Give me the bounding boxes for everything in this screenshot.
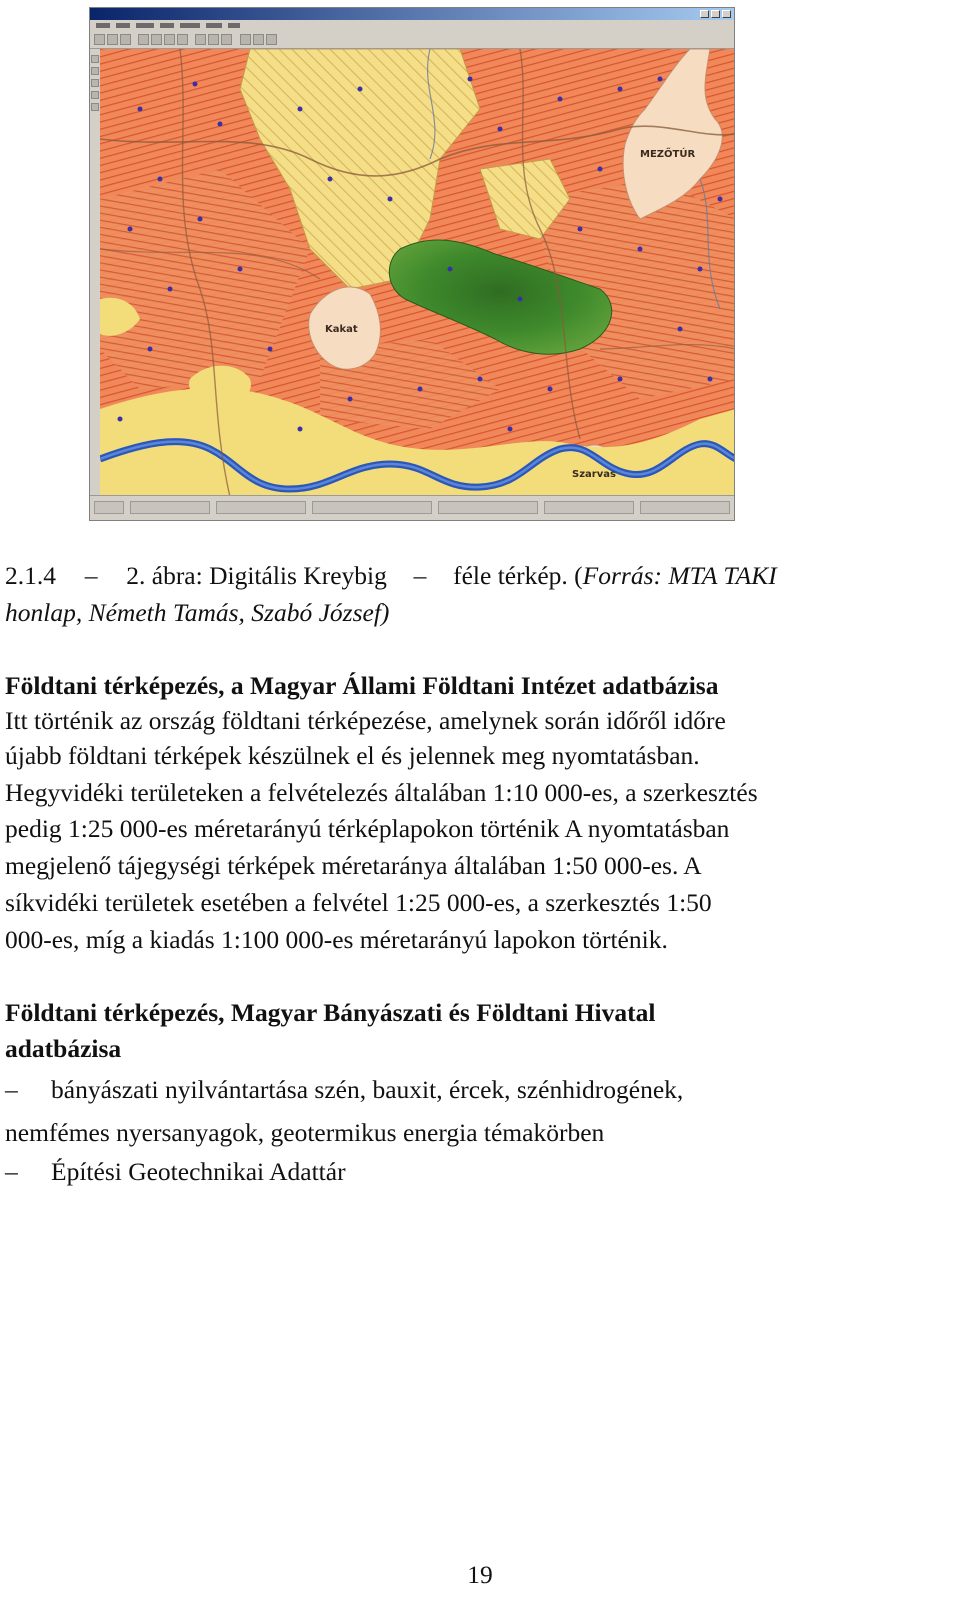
bullet-dash: –: [5, 1157, 18, 1186]
caption-dash: –: [84, 561, 98, 590]
bullet-item-1-line2: nemfémes nyersanyagok, geotermikus energia témakörben: [5, 1118, 605, 1147]
toolbar-zoom-in-icon[interactable]: [151, 34, 162, 45]
toolbar-print-icon[interactable]: [138, 34, 149, 45]
toolbar-pan-icon[interactable]: [177, 34, 188, 45]
caption-number: 2.1.4: [5, 561, 56, 590]
window-menubar: [90, 20, 734, 31]
toolbar-zoom-out-icon[interactable]: [164, 34, 175, 45]
bullet-dash: –: [5, 1075, 18, 1104]
close-button[interactable]: [722, 10, 731, 18]
window-statusbar: [90, 495, 734, 520]
map-label-mezotur: MEZŐTÚR: [640, 149, 696, 160]
toolbar-legend-icon[interactable]: [253, 34, 264, 45]
toolbar-save-icon[interactable]: [120, 34, 131, 45]
caption-source-line1: Forrás: MTA TAKI: [582, 561, 777, 590]
left-tool-icon[interactable]: [91, 91, 99, 99]
section1-heading: Földtani térképezés, a Magyar Állami Földtani Intézet adatbázisa: [5, 671, 719, 700]
section2-heading-line1: Földtani térképezés, Magyar Bányászati és Földtani Hivatal: [5, 998, 656, 1027]
section1-line-1: Itt történik az ország földtani térképezése, amelynek során időről időre: [5, 706, 726, 735]
section1-line-2: újabb földtani térképek készülnek el és jelennek meg nyomtatásban.: [5, 741, 700, 770]
section2-heading-line2: adatbázisa: [5, 1034, 122, 1063]
map-label-szarvas: Szarvas: [572, 469, 616, 480]
caption-rest: féle térkép. (: [453, 561, 583, 590]
minimize-button[interactable]: [700, 10, 709, 18]
toolbar-open-icon[interactable]: [107, 34, 118, 45]
section1-line-4: pedig 1:25 000-es méretarányú térképlapokon történik A nyomtatásban: [5, 814, 730, 843]
window-titlebar: [90, 8, 734, 20]
bullet-item-2: [5, 1157, 935, 1187]
left-tool-icon[interactable]: [91, 55, 99, 63]
figure-caption-line1: [5, 561, 935, 591]
bullet-item-1-line1: bányászati nyilvántartása szén, bauxit, ércek, szénhidrogének,: [51, 1075, 684, 1104]
section1-line-6: síkvidéki területek esetében a felvétel 1:25 000-es, a szerkesztés 1:50: [5, 888, 712, 917]
menu-item[interactable]: [206, 23, 222, 28]
toolbar-select-icon[interactable]: [195, 34, 206, 45]
page-number: 19: [467, 1560, 493, 1589]
menu-item[interactable]: [180, 23, 200, 28]
bullet-item-2-line1: Építési Geotechnikai Adattár: [51, 1157, 346, 1186]
status-cell: [94, 501, 124, 514]
status-cell: [130, 501, 210, 514]
left-tool-icon[interactable]: [91, 67, 99, 75]
toolbar-info-icon[interactable]: [208, 34, 219, 45]
caption-source-line2: honlap, Németh Tamás, Szabó József): [5, 598, 390, 627]
toolbar-new-icon[interactable]: [94, 34, 105, 45]
menu-item[interactable]: [116, 23, 130, 28]
status-cell: [640, 501, 730, 514]
menu-item[interactable]: [228, 23, 240, 28]
left-tool-icon[interactable]: [91, 79, 99, 87]
status-cell: [544, 501, 634, 514]
status-cell: [216, 501, 306, 514]
menu-item[interactable]: [136, 23, 154, 28]
toolbar-layer-icon[interactable]: [240, 34, 251, 45]
caption-dash-2: –: [413, 561, 427, 590]
map-screenshot-figure: [89, 7, 735, 521]
section1-line-3: Hegyvidéki területeken a felvételezés általában 1:10 000-es, a szerkesztés: [5, 778, 758, 807]
status-cell: [438, 501, 538, 514]
maximize-button[interactable]: [711, 10, 720, 18]
geological-map[interactable]: [100, 49, 735, 497]
caption-label: 2. ábra: Digitális Kreybig: [126, 561, 387, 590]
bullet-item-1: [5, 1075, 935, 1105]
toolbar-help-icon[interactable]: [266, 34, 277, 45]
map-label-kakat: Kakat: [325, 324, 358, 335]
status-cell: [312, 501, 432, 514]
toolbar-measure-icon[interactable]: [221, 34, 232, 45]
window-toolbar: [90, 31, 734, 49]
menu-item[interactable]: [96, 23, 110, 28]
section1-line-7: 000-es, míg a kiadás 1:100 000-es méretarányú lapokon történik.: [5, 925, 668, 954]
section1-line-5: megjelenő tájegységi térképek méretaránya általában 1:50 000-es. A: [5, 851, 702, 880]
left-tool-icon[interactable]: [91, 103, 99, 111]
menu-item[interactable]: [160, 23, 174, 28]
